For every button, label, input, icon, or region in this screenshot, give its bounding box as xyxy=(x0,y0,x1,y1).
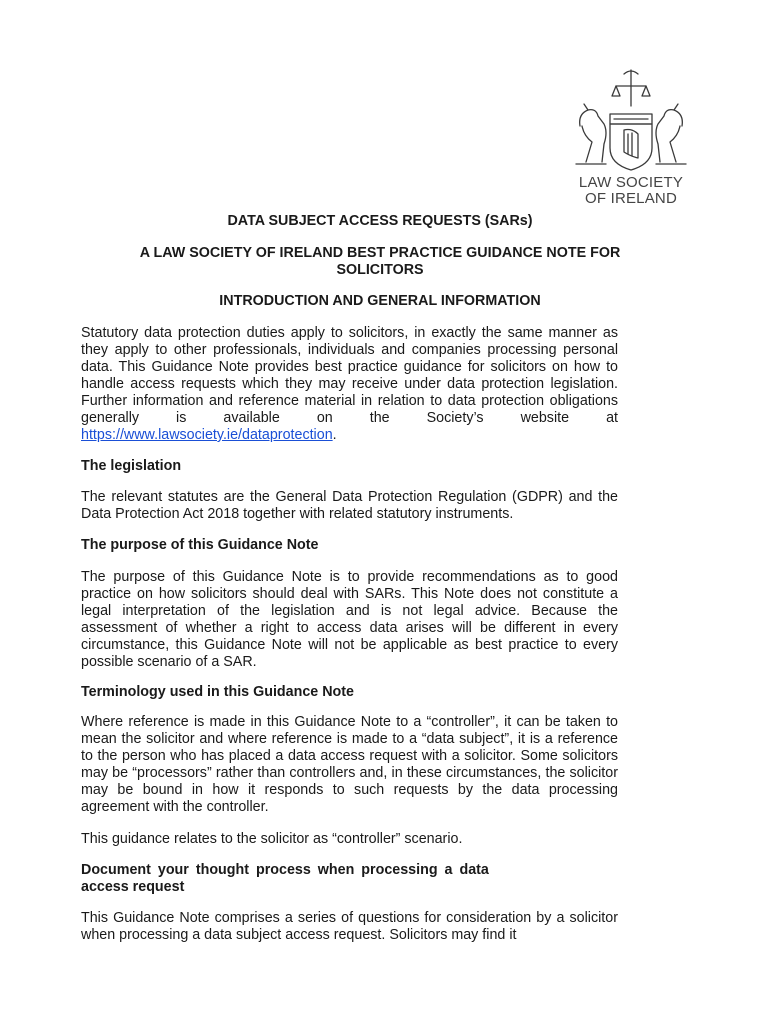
controller-scenario-paragraph: This guidance relates to the solicitor as “controller” scenario. xyxy=(81,831,463,847)
intro-paragraph xyxy=(81,325,618,444)
terminology-heading: Terminology used in this Guidance Note xyxy=(81,684,354,700)
website-link[interactable]: https://www.lawsociety.ie/dataprotection xyxy=(81,427,333,443)
legislation-paragraph: The relevant statutes are the General Data Protection Regulation (GDPR) and the Data Protection Act 2018 together with related statutory instruments. xyxy=(81,489,618,522)
terminology-paragraph: Where reference is made in this Guidance Note to a “controller”, it can be taken to mean the solicitor and where reference is made to a “data subject”, it is a reference to the person who has placed a data access request with a solicitor. Some solicitors may be “processors” rather than controllers and, in these circumstances, the solicitor may be bound in how it responds to such requests by the data processing agreement with the controller. xyxy=(81,714,618,815)
document-subtitle xyxy=(80,245,680,279)
coat-of-arms-icon xyxy=(574,66,688,174)
document-heading-line-2: access request xyxy=(81,879,185,895)
intro-text: Statutory data protection duties apply to solicitors, in exactly the same manner as they apply to other professionals, individuals and companies processing personal data. This Guidance Note provides best practice guidance for solicitors on how to handle access requests which they may receive under data protection legislation. Further information and reference material in relation to data protection obligations generally is available on the Society’s website at xyxy=(81,325,618,426)
subtitle-line-1: A LAW SOCIETY OF IRELAND BEST PRACTICE GUIDANCE NOTE FOR xyxy=(139,245,621,261)
section-title: INTRODUCTION AND GENERAL INFORMATION xyxy=(219,293,541,309)
purpose-heading: The purpose of this Guidance Note xyxy=(81,537,319,553)
intro-period: . xyxy=(332,427,337,443)
legislation-heading: The legislation xyxy=(81,458,182,474)
logo-line-1: LAW SOCIETY xyxy=(578,174,684,191)
purpose-paragraph: The purpose of this Guidance Note is to provide recommendations as to good practice on how solicitors should deal with SARs. This Note does not constitute a legal interpretation of the legislation and is not legal advice. Because the assessment of whether a right to access data arises will be different in every circumstance, this Guidance Note will not be applicable as best practice to every possible scenario of a SAR. xyxy=(81,569,618,670)
subtitle-line-2: SOLICITORS xyxy=(336,262,424,278)
document-title: DATA SUBJECT ACCESS REQUESTS (SARs) xyxy=(227,213,533,229)
law-society-logo xyxy=(556,66,706,211)
document-process-paragraph: This Guidance Note comprises a series of questions for consideration by a solicitor when processing a data subject access request. Solicitors may find it xyxy=(81,910,618,943)
document-process-heading xyxy=(81,862,621,896)
document-heading-line-1: Document your thought process when processing a data xyxy=(81,862,489,878)
logo-line-2: OF IRELAND xyxy=(584,190,677,207)
